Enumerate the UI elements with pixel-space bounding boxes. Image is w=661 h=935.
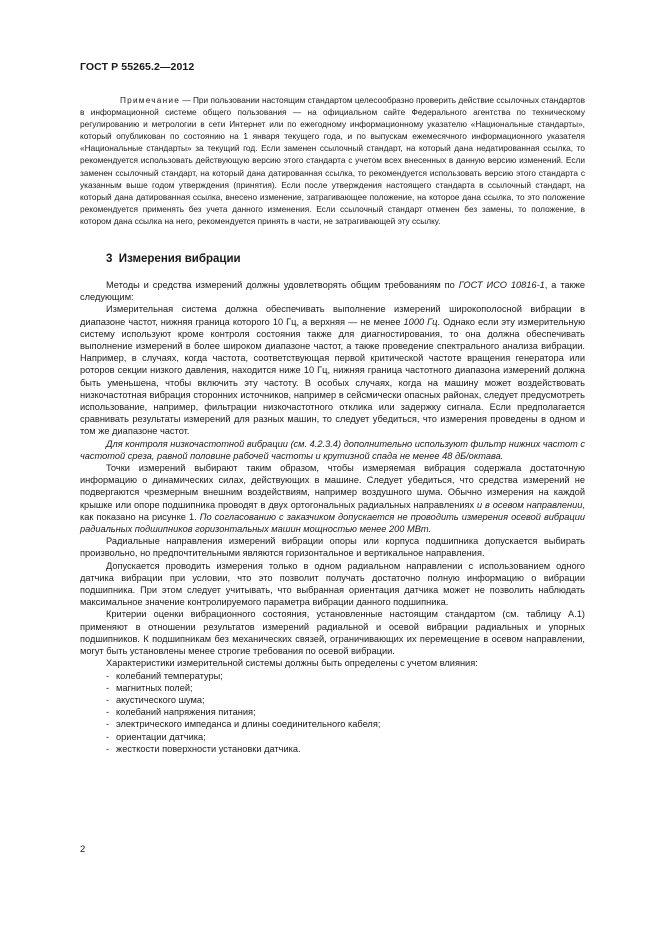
section-number: 3 xyxy=(106,253,113,265)
section-body xyxy=(80,279,585,755)
section-title: Измерения вибрации xyxy=(118,253,241,265)
paragraph-radial-directions: Радиальные направления измерений вибрации опоры или корпуса подшипника допускается выбирать произвольно, но предпочтительными являются горизонтальное и вертикальное направления. xyxy=(80,536,585,559)
paragraph-measurement-points xyxy=(80,462,585,535)
list-item xyxy=(80,706,585,718)
note-label: Примечание xyxy=(120,95,181,105)
list-dash: - xyxy=(106,670,110,681)
list-dash: - xyxy=(106,682,110,693)
page-number: 2 xyxy=(80,844,86,855)
paragraph-characteristics: Характеристики измерительной системы должны быть определены с учетом влияния: xyxy=(106,658,478,669)
influence-list xyxy=(80,670,585,755)
paragraph-text: Точки измерений выбирают таким образом, чтобы измеряемая вибрация содержала достаточную информацию о динамических силах, действующих в машине. Следует убедиться, что средства измерений не подвергаются чрезмерным внешним воздействиям, например воздушного шума. Обычно измерения на каждой крышке или опоре подшипника проводят в двух ортогональных радиальных направлениях xyxy=(80,463,585,510)
paragraph-low-frequency: Для контроля низкочастотной вибрации (см. 4.2.3.4) дополнительно используют фильтр нижних частот с частотой среза, равной половине рабочей частоты и крутизной спада не менее 48 дБ/октава. xyxy=(80,438,585,461)
list-item xyxy=(80,682,585,694)
list-item-text: жесткости поверхности установки датчика. xyxy=(116,743,301,754)
list-item xyxy=(80,743,585,755)
paragraph-text: Методы и средства измерений должны удовлетворять общим требованиям по xyxy=(106,280,459,290)
frequency-value: 1000 Гц xyxy=(403,316,438,327)
paragraph-text: , а также следующим: xyxy=(80,280,585,303)
list-item-text: электрического импеданса и длины соединительного кабеля; xyxy=(116,719,381,730)
list-item-text: колебаний температуры; xyxy=(116,670,223,681)
paragraph-text: Измерительная система должна обеспечивать выполнение измерений широкополосной вибрации в диапазоне частот, нижняя граница которого 10 Гц, а верхняя — не менее xyxy=(80,304,585,327)
document-code-header: ГОСТ Р 55265.2—2012 xyxy=(80,61,195,73)
list-dash: - xyxy=(106,707,110,718)
list-dash: - xyxy=(106,743,110,754)
paragraph-criteria: Критерии оценки вибрационного состояния, установленные настоящим стандартом (см. таблицу А.1) применяют в отношении результатов измерений радиальной и осевой вибрации радиальных и упорных подшипников. К подшипникам без механических связей, ограничивающих их перемещение в осевом направлении, могут быть установлены менее строгие требования по осевой вибрации. xyxy=(80,609,585,657)
paragraph-italic-text: По согласованию с заказчиком допускается не проводить измерения осевой вибрации радиальных подшипников горизонтальных машин мощностью менее 200 МВт. xyxy=(80,511,585,535)
paragraph-text: . Однако если эту измерительную систему используют кроме контроля состояния также для диагностирования, то она должна обеспечивать выполнение измерений в более широком диапазоне частот, а также проведение спектрального анализа вибрации. Например, в случаях, когда частота, соответствующая первой критической частоте вращения генератора или роторов секции низкого давления, находится ниже 10 Гц, нижняя граница частотного диапазона измерений должна быть уменьшена, чтобы включить эту частоту. В особых случаях, когда на машину может воздействовать низкочастотная вибрация сторонних источников, например в сейсмически опасных районах, следует предусмотреть использование, например, фильтрации низкочастотного отклика или задержку сигнала. Если предполагается сравнивать результаты измерений для разных машин, то следует убедиться, что измерения проведены в одном и том же диапазоне частот. xyxy=(80,316,586,437)
paragraph-italic-text: и в осевом направлении xyxy=(477,499,583,510)
reference-note xyxy=(80,94,585,227)
paragraph-single-direction: Допускается проводить измерения только в одном радиальном направлении с использованием одного датчика вибрации при условии, что это позволит получать достаточно полную информацию о вибрации подшипника. При этом следует учитывать, что выбранная ориентация датчика может не позволить наблюдать максимальное значение контролируемого параметра вибрации данного подшипника. xyxy=(80,560,585,608)
paragraph-methods xyxy=(80,279,585,303)
list-item-text: акустического шума; xyxy=(116,694,205,705)
list-item xyxy=(80,731,585,743)
list-item-text: колебаний напряжения питания; xyxy=(116,707,256,718)
list-dash: - xyxy=(106,719,110,730)
standard-reference: ГОСТ ИСО 10816-1 xyxy=(458,280,545,290)
list-item xyxy=(80,670,585,682)
list-item-text: ориентации датчика; xyxy=(116,731,206,742)
note-text: При пользовании настоящим стандартом целесообразно проверить действие ссылочных стандартов в информационной системе общего пользования — на официальном сайте Федерального агентства по техническому регулированию и метрологии в сети Интернет или по ежегодному информационному указателю «Национальные стандарты», который опубликован по состоянию на 1 января текущего года, и по выпускам ежемесячного информационного указателя «Национальные стандарты» за текущий год. Если заменен ссылочный стандарт, на который дана недатированная ссылка, то рекомендуется использовать действующую версию этого стандарта с учетом всех внесенных в данную версию изменений. Если заменен ссылочный стандарт, на который дана датированная ссылка, то рекомендуется использовать версию этого стандарта с указанным выше годом утверждения (принятия). Если после утверждения настоящего стандарта в ссылочный стандарт, на который дана датированная ссылка, внесено изменение, затрагивающее положение, на которое дана ссылка, то это положение рекомендуется применять без учета данного изменения. Если ссылочный стандарт отменен без замены, то положение, в котором дана ссылка на него, рекомендуется принять в части, не затрагивающей эту ссылку. xyxy=(80,95,585,226)
paragraph-text: , как показано на рисунке 1. xyxy=(80,499,585,522)
list-item-text: магнитных полей; xyxy=(116,682,193,693)
list-item xyxy=(80,694,585,706)
list-dash: - xyxy=(106,731,110,742)
list-dash: - xyxy=(106,694,110,705)
note-dash: — xyxy=(180,95,193,105)
section-heading xyxy=(106,253,241,265)
list-item xyxy=(80,718,585,730)
paragraph-measuring-system xyxy=(80,303,585,437)
